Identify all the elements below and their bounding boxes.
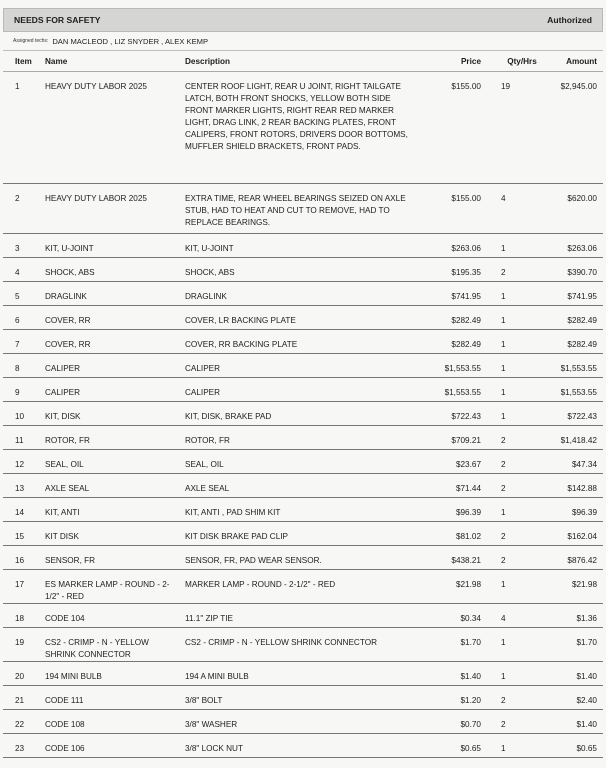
cell-item: 9 (3, 378, 39, 402)
work-order-sheet (3, 0, 603, 758)
cell-name: CODE 104 (39, 604, 179, 628)
cell-amount: $282.49 (543, 330, 603, 354)
cell-price: $0.34 (429, 604, 487, 628)
cell-amount: $142.88 (543, 474, 603, 498)
cell-description: COVER, LR BACKING PLATE (179, 306, 429, 330)
cell-qty: 2 (487, 686, 543, 710)
cell-item: 22 (3, 710, 39, 734)
cell-item: 3 (3, 234, 39, 258)
cell-qty: 1 (487, 306, 543, 330)
cell-item: 8 (3, 354, 39, 378)
column-header-qty: Qty/Hrs (487, 51, 543, 72)
cell-description: CALIPER (179, 378, 429, 402)
cell-amount: $1,553.55 (543, 354, 603, 378)
cell-description: COVER, RR BACKING PLATE (179, 330, 429, 354)
cell-name: SENSOR, FR (39, 546, 179, 570)
cell-item: 4 (3, 258, 39, 282)
cell-price: $155.00 (429, 72, 487, 184)
cell-name: CALIPER (39, 378, 179, 402)
cell-qty: 2 (487, 474, 543, 498)
cell-amount: $1.40 (543, 710, 603, 734)
cell-description: SEAL, OIL (179, 450, 429, 474)
status-badge: Authorized (547, 15, 592, 25)
cell-description: 3/8" LOCK NUT (179, 734, 429, 758)
cell-qty: 1 (487, 330, 543, 354)
table-row (3, 426, 603, 450)
cell-name: COVER, RR (39, 306, 179, 330)
cell-name: DRAGLINK (39, 282, 179, 306)
cell-item: 12 (3, 450, 39, 474)
cell-item: 23 (3, 734, 39, 758)
cell-description: 3/8" WASHER (179, 710, 429, 734)
cell-name: ROTOR, FR (39, 426, 179, 450)
cell-name: CODE 106 (39, 734, 179, 758)
cell-item: 7 (3, 330, 39, 354)
cell-price: $709.21 (429, 426, 487, 450)
cell-name: SHOCK, ABS (39, 258, 179, 282)
cell-qty: 1 (487, 282, 543, 306)
cell-qty: 1 (487, 402, 543, 426)
table-row (3, 662, 603, 686)
cell-item: 20 (3, 662, 39, 686)
table-row (3, 234, 603, 258)
cell-qty: 1 (487, 734, 543, 758)
cell-name: SEAL, OIL (39, 450, 179, 474)
table-row (3, 604, 603, 628)
table-row (3, 184, 603, 234)
cell-name: COVER, RR (39, 330, 179, 354)
cell-amount: $1.40 (543, 662, 603, 686)
section-header (3, 8, 603, 32)
table-row (3, 474, 603, 498)
cell-item: 15 (3, 522, 39, 546)
table-row (3, 628, 603, 662)
table-row (3, 546, 603, 570)
cell-price: $195.35 (429, 258, 487, 282)
cell-name: HEAVY DUTY LABOR 2025 (39, 72, 179, 184)
cell-amount: $741.95 (543, 282, 603, 306)
cell-price: $96.39 (429, 498, 487, 522)
cell-item: 19 (3, 628, 39, 662)
cell-amount: $620.00 (543, 184, 603, 234)
cell-qty: 1 (487, 662, 543, 686)
cell-description: CENTER ROOF LIGHT, REAR U JOINT, RIGHT TAILGATE LATCH, BOTH FRONT SHOCKS, YELLOW BOTH SIDE FRONT MARKER LIGHTS, RIGHT REAR RED MARKER LIGHT, DRAG LINK, 2 REAR BACKING PLATES, FRONT CALIPERS, FRONT ROTORS, DRIVERS DOOR BOTTOMS, MUFFLER SHIELD BRACKETS, FRONT PADS. (179, 72, 429, 184)
cell-name: HEAVY DUTY LABOR 2025 (39, 184, 179, 234)
line-items-table (3, 51, 603, 758)
cell-description: KIT, U-JOINT (179, 234, 429, 258)
cell-name: CALIPER (39, 354, 179, 378)
cell-qty: 2 (487, 426, 543, 450)
table-header-row (3, 51, 603, 72)
cell-qty: 1 (487, 498, 543, 522)
cell-amount: $1.70 (543, 628, 603, 662)
assigned-techs-label: Assigned techs: (13, 38, 49, 44)
cell-description: 11.1" ZIP TIE (179, 604, 429, 628)
cell-name: CS2 - CRIMP - N - YELLOW SHRINK CONNECTOR (39, 628, 179, 662)
column-header-amount: Amount (543, 51, 603, 72)
cell-item: 18 (3, 604, 39, 628)
cell-price: $1,553.55 (429, 378, 487, 402)
cell-name: 194 MINI BULB (39, 662, 179, 686)
cell-qty: 2 (487, 258, 543, 282)
cell-description: MARKER LAMP - ROUND - 2-1/2" - RED (179, 570, 429, 604)
cell-item: 21 (3, 686, 39, 710)
cell-amount: $390.70 (543, 258, 603, 282)
cell-price: $1.40 (429, 662, 487, 686)
cell-name: KIT, DISK (39, 402, 179, 426)
cell-price: $1.70 (429, 628, 487, 662)
cell-amount: $1.36 (543, 604, 603, 628)
cell-amount: $1,553.55 (543, 378, 603, 402)
cell-qty: 2 (487, 710, 543, 734)
table-body (3, 72, 603, 758)
cell-qty: 1 (487, 570, 543, 604)
cell-description: KIT DISK BRAKE PAD CLIP (179, 522, 429, 546)
table-row (3, 710, 603, 734)
cell-price: $1.20 (429, 686, 487, 710)
table-row (3, 354, 603, 378)
cell-amount: $2,945.00 (543, 72, 603, 184)
column-header-description: Description (179, 51, 429, 72)
cell-qty: 2 (487, 546, 543, 570)
cell-qty: 1 (487, 378, 543, 402)
cell-name: CODE 111 (39, 686, 179, 710)
cell-description: CS2 - CRIMP - N - YELLOW SHRINK CONNECTOR (179, 628, 429, 662)
cell-description: 194 A MINI BULB (179, 662, 429, 686)
section-title: NEEDS FOR SAFETY (14, 15, 101, 25)
cell-amount: $2.40 (543, 686, 603, 710)
cell-item: 10 (3, 402, 39, 426)
cell-description: KIT, ANTI , PAD SHIM KIT (179, 498, 429, 522)
cell-amount: $876.42 (543, 546, 603, 570)
column-header-name: Name (39, 51, 179, 72)
cell-item: 11 (3, 426, 39, 450)
table-row (3, 258, 603, 282)
cell-name: CODE 108 (39, 710, 179, 734)
cell-description: EXTRA TIME, REAR WHEEL BEARINGS SEIZED ON AXLE STUB, HAD TO HEAT AND CUT TO REMOVE, HAD TO REPLACE BEARINGS. (179, 184, 429, 234)
cell-amount: $722.43 (543, 402, 603, 426)
cell-amount: $162.04 (543, 522, 603, 546)
cell-price: $23.67 (429, 450, 487, 474)
column-header-item: Item (3, 51, 39, 72)
cell-price: $282.49 (429, 330, 487, 354)
cell-name: ES MARKER LAMP - ROUND - 2-1/2" - RED (39, 570, 179, 604)
cell-description: CALIPER (179, 354, 429, 378)
table-row (3, 686, 603, 710)
cell-item: 17 (3, 570, 39, 604)
table-row (3, 282, 603, 306)
cell-qty: 2 (487, 450, 543, 474)
cell-price: $81.02 (429, 522, 487, 546)
cell-item: 5 (3, 282, 39, 306)
table-row (3, 734, 603, 758)
cell-qty: 2 (487, 522, 543, 546)
cell-qty: 1 (487, 234, 543, 258)
table-row (3, 498, 603, 522)
cell-amount: $0.65 (543, 734, 603, 758)
cell-amount: $47.34 (543, 450, 603, 474)
cell-amount: $1,418.42 (543, 426, 603, 450)
cell-item: 1 (3, 72, 39, 184)
table-row (3, 72, 603, 184)
table-row (3, 330, 603, 354)
cell-price: $282.49 (429, 306, 487, 330)
cell-description: SHOCK, ABS (179, 258, 429, 282)
cell-name: KIT DISK (39, 522, 179, 546)
cell-price: $438.21 (429, 546, 487, 570)
cell-price: $71.44 (429, 474, 487, 498)
cell-description: AXLE SEAL (179, 474, 429, 498)
cell-name: KIT, ANTI (39, 498, 179, 522)
cell-price: $21.98 (429, 570, 487, 604)
column-header-price: Price (429, 51, 487, 72)
cell-item: 6 (3, 306, 39, 330)
table-row (3, 402, 603, 426)
cell-qty: 19 (487, 72, 543, 184)
cell-price: $722.43 (429, 402, 487, 426)
cell-description: ROTOR, FR (179, 426, 429, 450)
cell-item: 16 (3, 546, 39, 570)
cell-price: $0.65 (429, 734, 487, 758)
table-row (3, 378, 603, 402)
cell-qty: 1 (487, 628, 543, 662)
cell-amount: $263.06 (543, 234, 603, 258)
cell-price: $741.95 (429, 282, 487, 306)
cell-description: KIT, DISK, BRAKE PAD (179, 402, 429, 426)
cell-qty: 1 (487, 354, 543, 378)
cell-qty: 4 (487, 604, 543, 628)
table-row (3, 522, 603, 546)
cell-description: DRAGLINK (179, 282, 429, 306)
table-row (3, 570, 603, 604)
assigned-techs-row (3, 32, 603, 51)
cell-price: $1,553.55 (429, 354, 487, 378)
table-row (3, 306, 603, 330)
cell-item: 13 (3, 474, 39, 498)
cell-name: KIT, U-JOINT (39, 234, 179, 258)
cell-price: $0.70 (429, 710, 487, 734)
cell-item: 2 (3, 184, 39, 234)
cell-price: $155.00 (429, 184, 487, 234)
cell-price: $263.06 (429, 234, 487, 258)
cell-amount: $21.98 (543, 570, 603, 604)
cell-amount: $282.49 (543, 306, 603, 330)
cell-name: AXLE SEAL (39, 474, 179, 498)
cell-description: 3/8" BOLT (179, 686, 429, 710)
cell-amount: $96.39 (543, 498, 603, 522)
cell-qty: 4 (487, 184, 543, 234)
cell-description: SENSOR, FR, PAD WEAR SENSOR. (179, 546, 429, 570)
assigned-techs-value: DAN MACLEOD , LIZ SNYDER , ALEX KEMP (52, 36, 209, 46)
table-row (3, 450, 603, 474)
cell-item: 14 (3, 498, 39, 522)
